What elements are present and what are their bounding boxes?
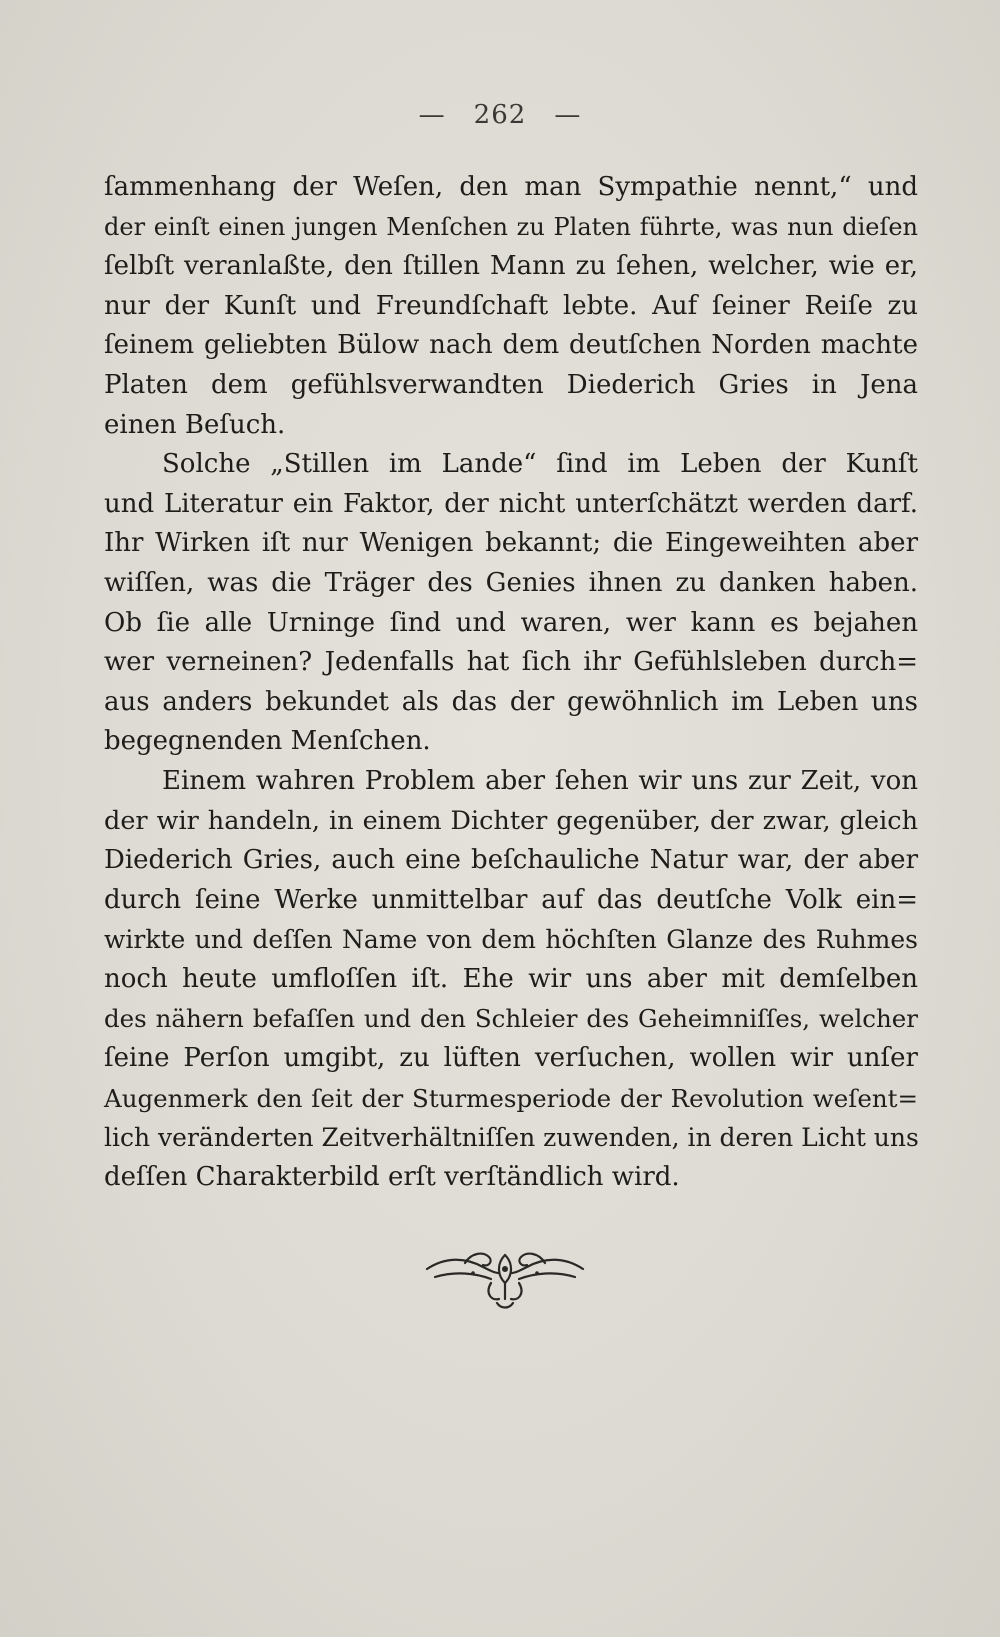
text-line: des nähern befaſſen und den Schleier des Geheimniſſes, welcher (104, 1004, 918, 1034)
text-line: ſammenhang der Weſen, den man Sympathie nennt,“ und (104, 172, 918, 202)
text-line: ſeine Perſon umgibt, zu lüften verſuchen, wollen wir unſer (104, 1043, 918, 1074)
text-line: Solche „Stillen im Lande“ ſind im Leben der Kunſt (162, 449, 918, 480)
text-line: noch heute umfloſſen iſt. Ehe wir uns aber mit demſelben (104, 963, 918, 994)
text-line: Augenmerk den ſeit der Sturmesperiode der Revolution weſent= (104, 1083, 918, 1113)
text-line: Platen dem gefühlsverwandten Diederich Gries in Jena (104, 369, 918, 400)
text-line: deſſen Charakterbild erſt verſtändlich wird. (104, 1161, 680, 1192)
text-line: ſelbſt veranlaßte, den ſtillen Mann zu ſehen, welcher, wie er, (104, 251, 918, 282)
text-line: einen Beſuch. (104, 409, 286, 440)
text-line: Diederich Gries, auch eine beſchauliche Natur war, der aber (104, 845, 918, 876)
text-line: wer verneinen? Jedenfalls hat ſich ihr Gefühlsleben durch= (104, 647, 918, 678)
text-line: und Literatur ein Faktor, der nicht unterſchätzt werden darf. (104, 488, 918, 519)
text-line: aus anders bekundet als das der gewöhnlich im Leben uns (104, 686, 918, 717)
text-line: Ob ſie alle Urninge ſind und waren, wer kann es bejahen (104, 607, 918, 638)
text-line: Ihr Wirken iſt nur Wenigen bekannt; die Eingeweihten aber (104, 528, 918, 559)
text-line: Einem wahren Problem aber ſehen wir uns zur Zeit, von (162, 765, 918, 796)
header-dash-right: — (554, 100, 582, 130)
header-dash-left: — (418, 100, 446, 130)
text-line: wirkte und deſſen Name von dem höchſten Glanze des Ruhmes (104, 925, 918, 955)
text-line: begegnenden Menſchen. (104, 726, 431, 757)
text-line: wiſſen, was die Träger des Genies ihnen zu danken haben. (104, 567, 918, 598)
text-line: lich veränderten Zeitverhältniſſen zuwenden, in deren Licht uns (104, 1123, 919, 1153)
page-number: 262 (473, 100, 527, 130)
text-line: der einſt einen jungen Menſchen zu Platen führte, was nun dieſen (104, 212, 918, 241)
page-header (0, 100, 1000, 130)
text-line: ſeinem geliebten Bülow nach dem deutſchen Norden machte (104, 330, 918, 361)
body-text (104, 168, 918, 1197)
text-line: durch ſeine Werke unmittelbar auf das deutſche Volk ein= (104, 884, 918, 915)
text-line: nur der Kunſt und Freundſchaft lebte. Auf ſeiner Reiſe zu (104, 290, 918, 321)
text-line: der wir handeln, in einem Dichter gegenüber, der zwar, gleich (104, 805, 918, 836)
ornament-icon (425, 1243, 585, 1313)
